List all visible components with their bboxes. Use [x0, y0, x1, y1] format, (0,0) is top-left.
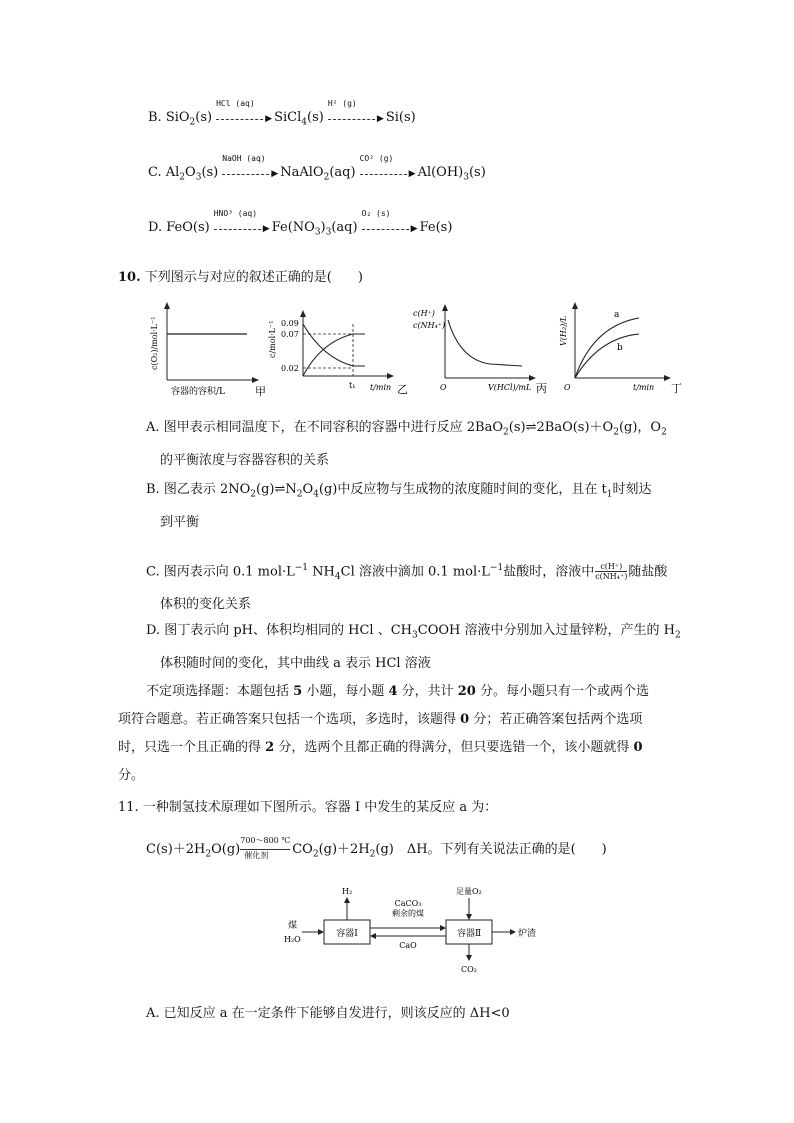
svg-text:0.09: 0.09 [281, 319, 299, 328]
svg-text:H₂: H₂ [342, 887, 353, 896]
svg-text:CaCO₃: CaCO₃ [394, 899, 422, 908]
instructions-paragraph: 不定项选择题：本题包括 5 小题，每小题 4 分，共计 20 分。每小题只有一个或两个选 项符合题意。若正确答案只包括一个选项，多选时，该题得 0 分；若正确答案包括两个选项 时，只选一个且正确的得 2 分，选两个且都正确的得满分，但只要选错一个，该小题就得 0 分。 [118, 684, 649, 783]
svg-text:H₂O: H₂O [284, 935, 301, 944]
svg-text:足量O₂: 足量O₂ [456, 887, 482, 896]
question-11: 11. 一种制氢技术原理如下图所示。容器 I 中发生的某反应 a 为： [118, 800, 498, 815]
q10-option-c: C. 图丙表示向 0.1 $mol\cdot L^{-1}$ $NH_4Cl$ 溶液中滴加 0.1 $mol\cdot L^{-1}$盐酸时，溶液中 $\frac{c(H^+)}{\text{c(NH₄⁺)}}$ 随盐酸 体积的变化关系 [146, 562, 668, 612]
q11-option-a: A. 已知反应 a 在一定条件下能够自发进行，则该反应的 ΔH<0 [146, 1006, 510, 1021]
svg-text:t₁: t₁ [349, 381, 356, 390]
q10-option-a: A. 图甲表示相同温度下，在不同容积的容器中进行反应 $2BaO_2(s)\rightleftharpoons 2BaO(s)+O_2(g)$，$O_2$ 的平衡浓度与容器容积的关系 [146, 420, 667, 468]
reaction-arrow: HNO³ (aq) ▶ [213, 208, 270, 234]
reaction-arrow: HCl (aq) ▶ [216, 98, 273, 124]
reactant-curve [303, 324, 365, 366]
svg-text:t/min: t/min [370, 383, 392, 392]
svg-text:c(NH₄⁺): c(NH₄⁺) [413, 321, 446, 330]
svg-text:炉渣: 炉渣 [518, 929, 537, 939]
option-d-line: D. FeO(s) HNO³ (aq) ▶ $Fe(NO_3)_3(aq)$ O₂ (s) ▶ Fe(s) [148, 208, 453, 238]
reaction-condition-arrow: 700～800 ℃ 催化剂 [240, 835, 291, 860]
svg-text:V(HCl)/mL: V(HCl)/mL [488, 383, 532, 392]
graph-jia [145, 298, 270, 398]
svg-text:丁: 丁 [671, 382, 682, 395]
reaction-arrow: NaOH (aq) ▶ [222, 153, 279, 179]
svg-text:O: O [564, 383, 571, 392]
svg-text:O: O [440, 383, 447, 392]
svg-text:V(H₂)/L: V(H₂)/L [559, 315, 568, 346]
curve-a [575, 318, 639, 378]
svg-text:a: a [614, 310, 620, 320]
svg-text:乙: 乙 [397, 383, 408, 396]
hydrogen-process-diagram [280, 884, 570, 976]
svg-text:丙: 丙 [536, 382, 547, 395]
concentration-ratio-fraction: $\frac{c(H^+)}{\text{c(NH₄⁺)}}$ [595, 562, 628, 582]
q10-option-b: B. 图乙表示 $2NO_2(g)\rightleftharpoons N_2O_4(g)$中反应物与生成物的浓度随时间的变化，且在 $t_1$时刻达 到平衡 [146, 482, 652, 530]
reaction-a-equation: $C(s)+2H_2O(g)$ 700～800 ℃ 催化剂 $CO_2(g)+2H_2(g)$ ΔH。下列有关说法正确的是( ) [146, 835, 607, 860]
graph-bing [410, 298, 555, 398]
svg-text:容器Ⅰ: 容器Ⅰ [336, 929, 358, 939]
svg-text:b: b [617, 343, 623, 353]
product-curve [303, 334, 365, 376]
svg-text:0.02: 0.02 [281, 364, 299, 373]
svg-text:c/mol·L⁻¹: c/mol·L⁻¹ [268, 320, 277, 358]
svg-text:CO₂: CO₂ [461, 965, 477, 974]
svg-text:煤: 煤 [288, 921, 298, 931]
svg-text:c(H⁺): c(H⁺) [413, 309, 435, 318]
jia-xlabel: 容器的容积/L [171, 387, 226, 397]
svg-text:容器Ⅱ: 容器Ⅱ [456, 929, 482, 939]
question-10: 10. 下列图示与对应的叙述正确的是( ) [118, 270, 363, 285]
svg-text:CaO: CaO [399, 941, 417, 950]
svg-text:t/min: t/min [633, 383, 655, 392]
svg-text:0.07: 0.07 [281, 330, 299, 339]
reaction-arrow: O₂ (s) ▶ [361, 208, 418, 234]
ratio-curve [448, 320, 522, 366]
graph-ding [555, 298, 690, 398]
reaction-arrow: CO² (g) ▶ [359, 153, 416, 179]
option-b-line: B. SiO$_2$(s) HCl (aq) ▶ SiCl$_4$(s) H² (g) ▶ Si(s) [148, 98, 416, 128]
graph-yi [265, 310, 415, 400]
svg-text:剩余的煤: 剩余的煤 [392, 909, 424, 918]
reaction-arrow: H² (g) ▶ [327, 98, 384, 124]
jia-tag: 甲 [255, 385, 266, 398]
q10-option-d: D. 图丁表示向 pH、体积均相同的 HCl 、$CH_3COOH$ 溶液中分别加入过量锌粉，产生的 $H_2$ 体积随时间的变化，其中曲线 a 表示 HCl 溶液 [146, 623, 681, 671]
jia-ylabel: c(O₂)/mol·L⁻¹ [150, 316, 159, 370]
option-c-line: C. $Al_2O_3(s)$ NaOH (aq) ▶ NaAlO$_2$(aq) CO² (g) ▶ $Al(OH)_3(s)$ [148, 153, 486, 183]
